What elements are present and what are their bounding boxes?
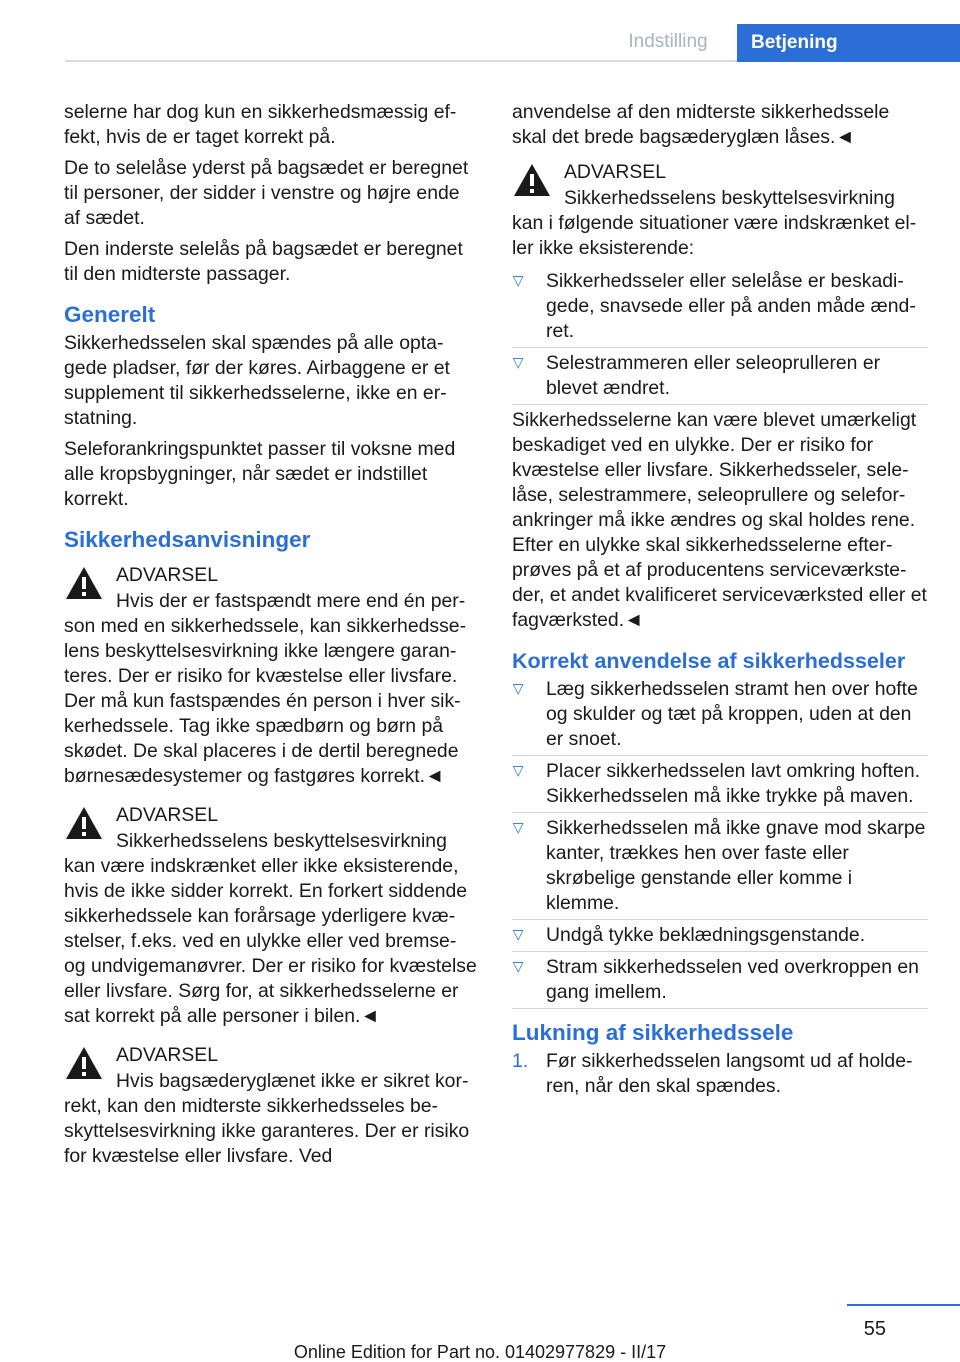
section-heading-generelt: Generelt bbox=[64, 302, 156, 327]
list-item-text: Sikkerhedsseler eller selelåse er beskadigede, snavsede eller på anden måde ændret. bbox=[546, 270, 916, 342]
list-item-text: Placer sikkerhedsselen lavt omkring hoften. Sikkerhedsselen må ikke trykke på maven. bbox=[546, 760, 920, 807]
page-number: 55 bbox=[863, 1318, 886, 1340]
numbered-list bbox=[512, 1049, 928, 1099]
list-item bbox=[512, 759, 928, 809]
warning-text: Sikkerhedsselens beskyttelsesvirkning kan i følgende situationer være indskrænket eller ikke eksisterende: bbox=[512, 187, 917, 259]
warning-title: ADVARSEL bbox=[116, 1044, 219, 1066]
page-header bbox=[65, 24, 960, 62]
list-item-text: Sikkerhedsselen må ikke gnave mod skarpe kanter, trækkes hen over faste eller skrøbelige genstande eller komme i klemme. bbox=[546, 817, 926, 914]
list-item-text: Stram sikkerhedsselen ved overkroppen en gang imellem. bbox=[546, 956, 919, 1003]
warning-triangle-icon bbox=[64, 565, 104, 601]
step-number: 1. bbox=[512, 1050, 529, 1072]
list-item bbox=[512, 923, 928, 948]
bullet-list bbox=[512, 677, 928, 1005]
list-item bbox=[512, 816, 928, 916]
warning-header bbox=[64, 563, 480, 611]
tab-indstilling[interactable]: Indstilling bbox=[628, 31, 708, 52]
warning-triangle-icon bbox=[64, 1045, 104, 1081]
paragraph: Sikkerhedsselen skal spændes på alle optagede pladser, før der køres. Airbaggene er et supplement til sikkerhedsselerne, ikke en erstatning. bbox=[64, 332, 450, 429]
warning-block bbox=[512, 160, 928, 261]
footer-edition: Online Edition for Part no. 01402977829 - II/17 bbox=[293, 1342, 667, 1362]
list-item-text: Selestrammeren eller seleoprulleren er blevet ændret. bbox=[546, 352, 881, 399]
section-heading-sikkerhedsanvisninger: Sikkerhedsanvisninger bbox=[64, 527, 311, 552]
warning-text: Sikkerhedsselens beskyttelsesvirkning kan være indskrænket eller ikke eksisterende, hvis de ikke sidder korrekt. En forkert siddende sikkerhedssele kan forårsage yderligere kvæstelser, f.eks. ved en ulykke eller ved bremse- og undvigemanøvrer. Der er risiko for kvæstelse eller livsfare. Sørg for, at sikkerhedsselerne er sat korrekt på alle personer i bilen.◄ bbox=[64, 830, 477, 1027]
warning-block bbox=[64, 563, 480, 789]
warning-title: ADVARSEL bbox=[116, 804, 219, 826]
left-column bbox=[64, 100, 480, 1183]
warning-title: ADVARSEL bbox=[564, 161, 667, 183]
warning-title: ADVARSEL bbox=[116, 564, 219, 586]
step-text: Før sikkerhedsselen langsomt ud af holderen, når den skal spændes. bbox=[546, 1050, 913, 1097]
list-item bbox=[512, 1049, 928, 1099]
paragraph: Den inderste selelås på bagsædet er beregnet til den midterste passager. bbox=[64, 238, 463, 285]
warning-header bbox=[512, 160, 928, 208]
list-item bbox=[512, 677, 928, 752]
warning-block bbox=[64, 1043, 480, 1169]
paragraph: Sikkerhedsselerne kan være blevet umærkeligt beskadiget ved en ulykke. Der er risiko for kvæstelse eller livsfare. Sikkerhedsseler, selelåse, selestrammere, seleoprullere og seleforankringer må ikke ændres og skal holdes rene. Efter en ulykke skal sikkerhedsselerne efterprøves på et af producentens serviceværksteder, et andet kvalificeret serviceværksted eller et fagværksted.◄ bbox=[512, 409, 927, 631]
footer-accent-line bbox=[847, 1304, 960, 1306]
tab-betjening[interactable]: Betjening bbox=[737, 24, 960, 62]
warning-block bbox=[64, 803, 480, 1029]
paragraph: Seleforankringspunktet passer til voksne med alle kropsbygninger, når sædet er indstillet korrekt. bbox=[64, 438, 456, 510]
warning-text: Hvis der er fastspændt mere end én person med en sikkerhedssele, kan sikkerhedsselens beskyttelsesvirkning ikke længere garanteres. Der er risiko for kvæstelse eller livsfare. Der må kun fastspændes én person i hver sikkerhedssele. Tag ikke spædbørn og børn på skødet. De skal placeres i de dertil beregnede børnesædesystemer og fastgøres korrekt.◄ bbox=[64, 590, 467, 787]
warning-triangle-icon bbox=[512, 162, 552, 198]
list-item bbox=[512, 269, 928, 344]
paragraph: De to selelåse yderst på bagsædet er beregnet til personer, der sidder i venstre og højre ende af sædet. bbox=[64, 157, 469, 229]
section-heading-lukning: Lukning af sikkerhedssele bbox=[512, 1020, 794, 1045]
warning-header bbox=[64, 1043, 480, 1091]
list-item bbox=[512, 955, 928, 1005]
paragraph: selerne har dog kun en sikkerhedsmæssig effekt, hvis de er taget korrekt på. bbox=[64, 101, 457, 148]
list-item-text: Læg sikkerhedsselen stramt hen over hofte og skulder og tæt på kroppen, uden at den er snoet. bbox=[546, 678, 918, 750]
section-heading-korrekt-anvendelse: Korrekt anvendelse af sikkerhedsseler bbox=[512, 649, 906, 673]
warning-text: Hvis bagsæderyglænet ikke er sikret korrekt, kan den midterste sikkerhedsseles beskyttelsesvirkning ikke garanteres. Der er risiko for kvæstelse eller livsfare. Ved bbox=[64, 1070, 470, 1167]
right-column bbox=[512, 100, 928, 1106]
bullet-list bbox=[512, 269, 928, 401]
warning-triangle-icon bbox=[64, 805, 104, 841]
list-item-text: Undgå tykke beklædningsgenstande. bbox=[546, 924, 866, 946]
list-item bbox=[512, 351, 928, 401]
paragraph: anvendelse af den midterste sikkerhedssele skal det brede bagsæderyglæn låses.◄ bbox=[512, 101, 890, 148]
warning-header bbox=[64, 803, 480, 851]
